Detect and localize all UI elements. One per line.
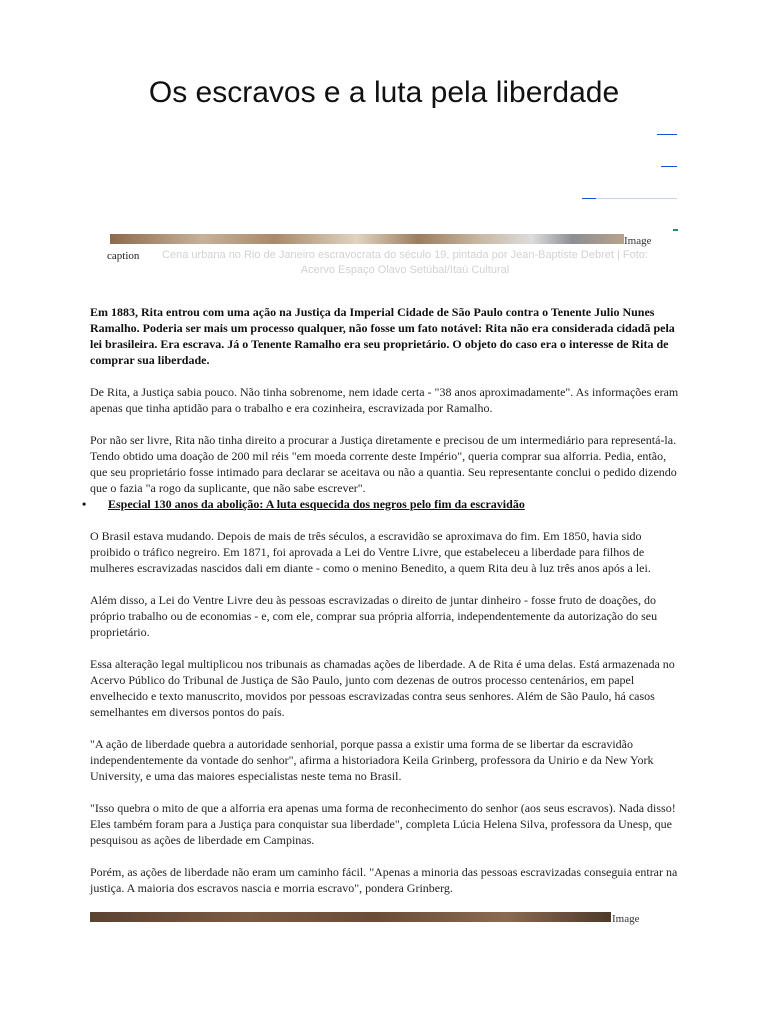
share-link-4-marker[interactable] [673, 229, 678, 231]
article-title: Os escravos e a luta pela liberdade [148, 76, 620, 109]
article-image-2 [90, 912, 611, 922]
paragraph: Além disso, a Lei do Ventre Livre deu às pessoas escravizadas o direito de juntar dinheiro - fosse fruto de doações, do próprio trabalho ou de economias - e, com ele, comprar sua própria alforria, independentemente da autorização do seu proprietário. [90, 593, 658, 639]
related-article-link[interactable]: Especial 130 anos da abolição: A luta esquecida dos negros pelo fim da escravidão [108, 497, 525, 511]
bullet-icon: • [82, 497, 87, 511]
share-link-1[interactable] [657, 134, 677, 135]
paragraph: Por não ser livre, Rita não tinha direito a procurar a Justiça diretamente e precisou de um intermediário para representá-la. Tendo obtido uma doação de 200 mil réis "em moeda corrente deste Império", queria comprar sua alforria. Pedia, então, que seu proprietário fosse intimado para declarar se aceitava ou não a quantia. Seu representante conclui o pedido dizendo que o fazia "a rogo da suplicante, que não sabe escrever". [90, 433, 677, 495]
share-link-3-marker [582, 198, 596, 199]
paragraph: "Isso quebra o mito de que a alforria era apenas uma forma de reconhecimento do senhor (aos seus escravos). Nada disso! Eles também foram para a Justiça para conquistar sua liberdade", completa Lúcia Helena Silva, professora da Unesp, que pesquisou as ações de liberdade em Campinas. [90, 801, 676, 847]
caption-label: caption [107, 250, 140, 262]
image-label: Image [624, 235, 652, 247]
share-link-2[interactable] [661, 166, 677, 167]
image-caption: Cena urbana no Rio de Janeiro escravocrata do século 19, pintada por Jean-Baptiste Debret | Foto: Acervo Espaço Olavo Setúbal/Itaú Cultural [162, 249, 648, 276]
share-link-3[interactable] [582, 198, 677, 199]
paragraph: "A ação de liberdade quebra a autoridade senhorial, porque passa a existir uma forma de se libertar da escravidão independentemente da vontade do senhor", afirma a historiadora Keila Grinberg, professora da Unirio e da New York University, e uma das maiores especialistas neste tema no Brasil. [90, 737, 654, 783]
lead-paragraph: Em 1883, Rita entrou com uma ação na Justiça da Imperial Cidade de São Paulo contra o Tenente Julio Nunes Ramalho. Poderia ser mais um processo qualquer, não fosse um fato notável: Rita não era considerada cidadã pela lei brasileira. Era escrava. Já o Tenente Ramalho era seu proprietário. O objeto do caso era o interesse de Rita de comprar sua liberdade. [90, 305, 675, 367]
paragraph: Porém, as ações de liberdade não eram um caminho fácil. "Apenas a minoria das pessoas escravizadas conseguia entrar na justiça. A maioria dos escravos nascia e morria escravo", pondera Grinberg. [90, 865, 678, 895]
article-body [82, 304, 680, 912]
paragraph: De Rita, a Justiça sabia pouco. Não tinha sobrenome, nem idade certa - "38 anos aproximadamente". As informações eram apenas que tinha aptidão para o trabalho e era cozinheira, escravizada por Ramalho. [90, 385, 679, 415]
related-link-item [82, 496, 680, 512]
paragraph: Essa alteração legal multiplicou nos tribunais as chamadas ações de liberdade. A de Rita é uma delas. Está armazenada no Acervo Público do Tribunal de Justiça de São Paulo, junto com dezenas de outros processo centenários, em papel envelhecido e texto manuscrito, movidos por pessoas escravizadas contra seus senhores. Além de São Paulo, há casos semelhantes em diversos pontos do país. [90, 657, 675, 719]
image-label-2: Image [612, 913, 640, 925]
paragraph: O Brasil estava mudando. Depois de mais de três séculos, a escravidão se aproximava do fim. Em 1850, havia sido proibido o tráfico negreiro. Em 1871, foi aprovada a Lei do Ventre Livre, que estabeleceu a liberdade para filhos de mulheres escravizadas nascidos dali em diante - como o menino Benedito, a quem Rita deu à luz três anos após a lei. [90, 529, 651, 575]
article-image [110, 234, 624, 244]
